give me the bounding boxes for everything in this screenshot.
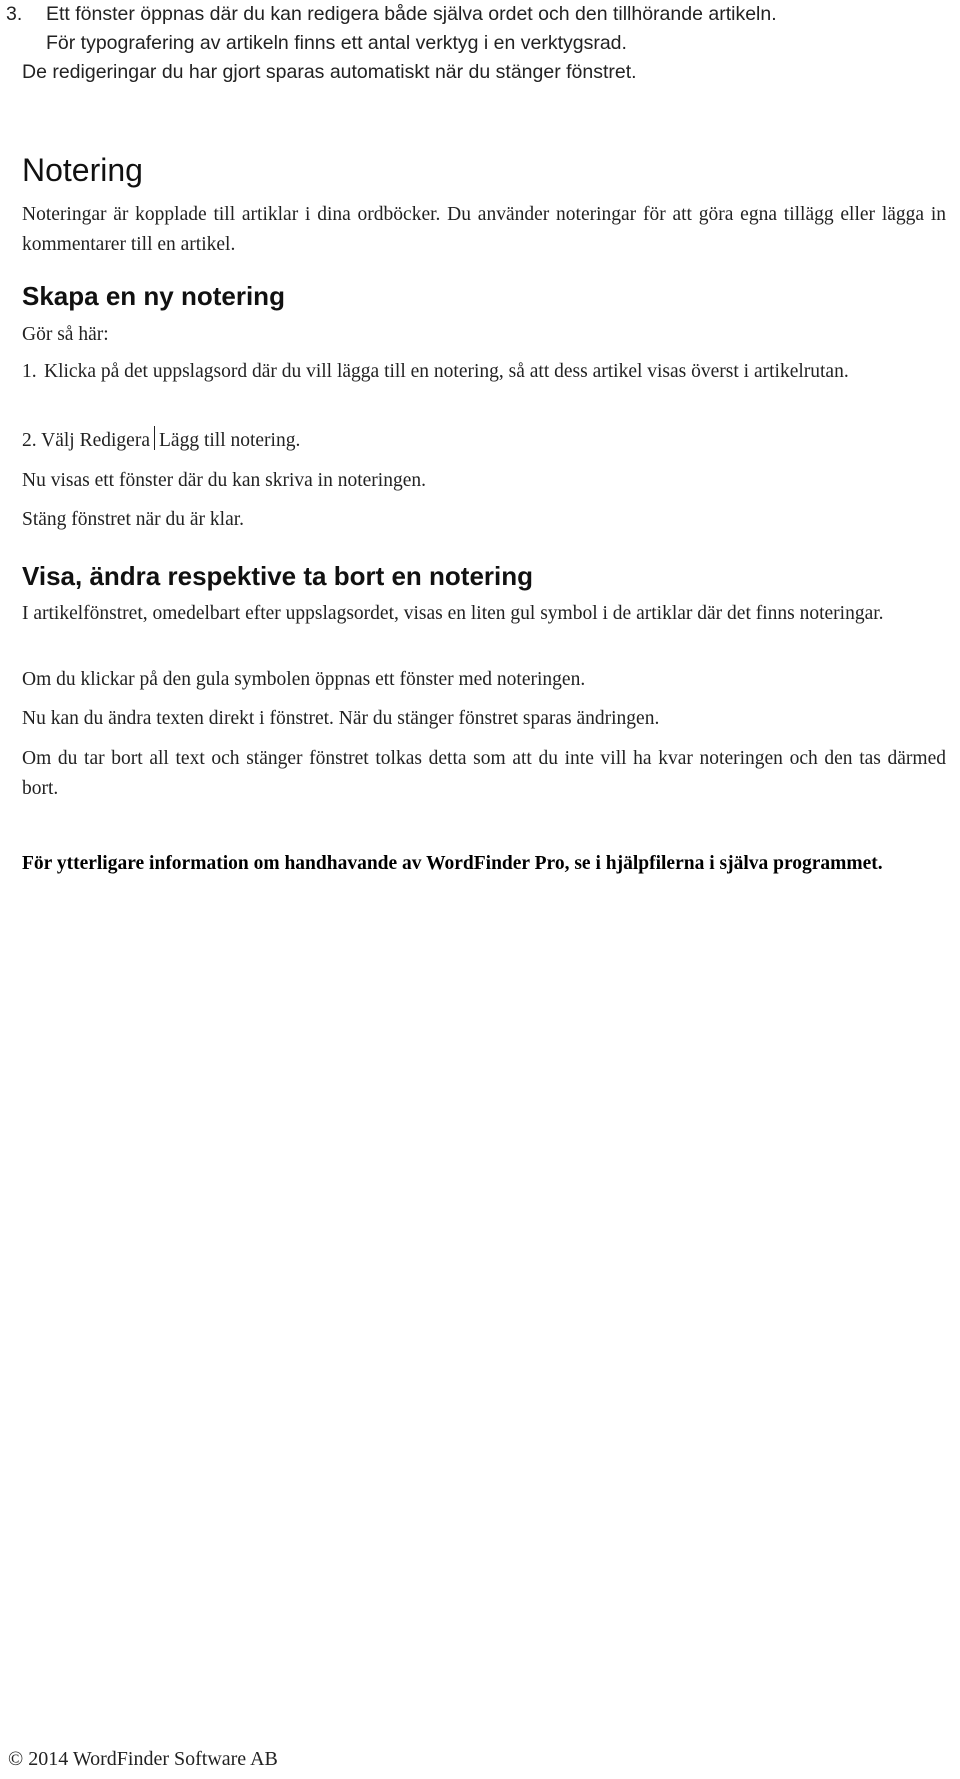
visa-heading: Visa, ändra respektive ta bort en notering bbox=[22, 561, 534, 591]
step-3-line-2: För typografering av artikeln finns ett antal verktyg i en verktygsrad. bbox=[46, 32, 627, 54]
step-2-number: 2. bbox=[22, 430, 37, 451]
step-1-number: 1. bbox=[22, 361, 37, 382]
window-line: Nu visas ett fönster där du kan skriva in noteringen. bbox=[22, 470, 426, 491]
step-2-prefix: Välj Redigera bbox=[41, 430, 150, 451]
visa-paragraph-1: I artikelfönstret, omedelbart efter uppslagsordet, visas en liten gul symbol i de artiklar där det finns noteringar. bbox=[22, 603, 884, 624]
close-line: Stäng fönstret när du är klar. bbox=[22, 509, 245, 530]
visa-paragraph-2: Om du klickar på den gula symbolen öppnas ett fönster med noteringen. bbox=[22, 669, 586, 690]
notering-heading: Notering bbox=[22, 152, 143, 188]
menu-separator bbox=[154, 426, 155, 450]
step-1-text: Klicka på det uppslagsord där du vill lägga till en notering, så att dess artikel visas överst i artikelrutan. bbox=[44, 361, 849, 382]
step-3-item bbox=[6, 0, 946, 87]
save-note: De redigeringar du har gjort sparas automatiskt när du stänger fönstret. bbox=[22, 61, 637, 83]
step-3-number: 3. bbox=[6, 3, 23, 25]
copyright-footer: © 2014 WordFinder Software AB bbox=[8, 1748, 278, 1770]
skapa-heading: Skapa en ny notering bbox=[22, 281, 285, 311]
step-2-suffix: Lägg till notering. bbox=[159, 430, 301, 451]
step-1-item bbox=[22, 357, 946, 387]
more-info-note: För ytterligare information om handhavande av WordFinder Pro, se i hjälpfilerna i själva programmet. bbox=[22, 853, 883, 874]
visa-paragraph-3: Nu kan du ändra texten direkt i fönstret. När du stänger fönstret sparas ändringen. bbox=[22, 708, 660, 729]
notering-paragraph: Noteringar är kopplade till artiklar i dina ordböcker. Du använder noteringar för att göra egna tillägg eller lägga in kommentarer till en artikel. bbox=[22, 204, 946, 255]
step-2-item bbox=[22, 426, 946, 456]
skapa-intro: Gör så här: bbox=[22, 324, 109, 345]
visa-paragraph-4: Om du tar bort all text och stänger fönstret tolkas detta som att du inte vill ha kvar noteringen och den tas därmed bort. bbox=[22, 748, 946, 799]
step-3-line-1: Ett fönster öppnas där du kan redigera både själva ordet och den tillhörande artikeln. bbox=[46, 3, 777, 25]
